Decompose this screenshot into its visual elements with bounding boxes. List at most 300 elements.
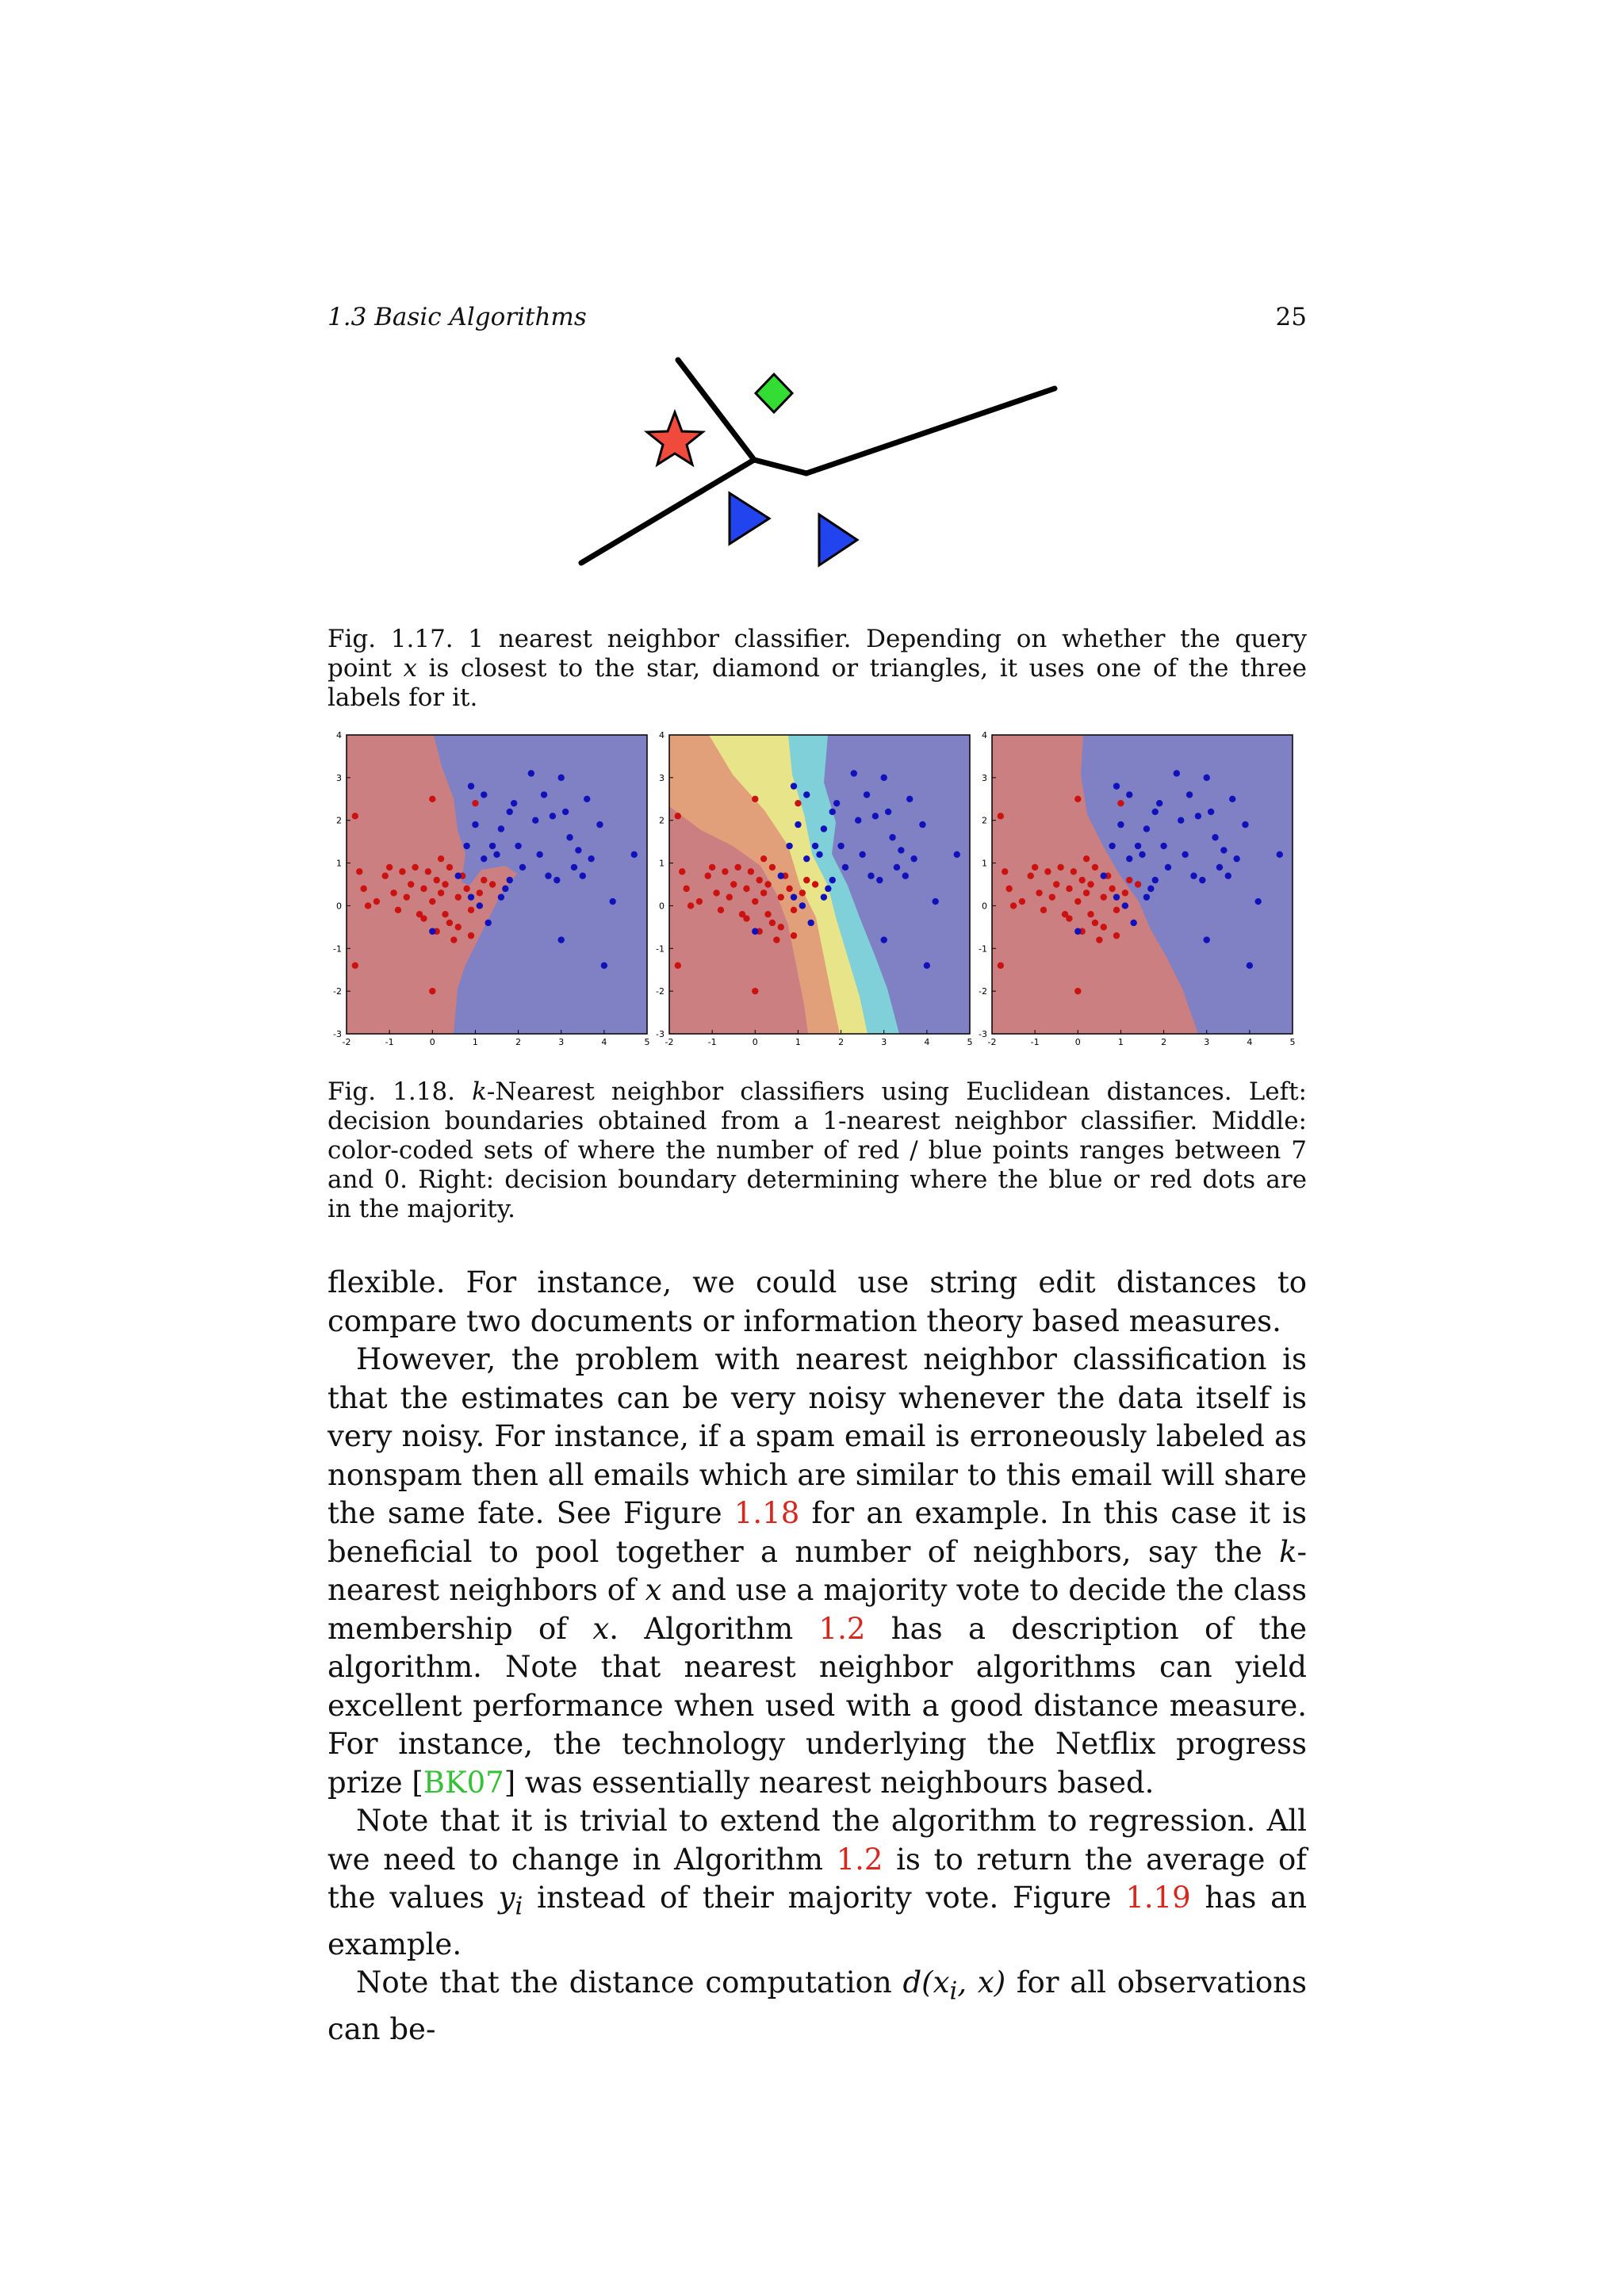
- blue-point: [791, 894, 797, 900]
- panel-left: [333, 730, 649, 1047]
- red-point: [442, 911, 448, 917]
- red-point: [365, 902, 371, 909]
- red-point: [1010, 902, 1017, 909]
- y-tick-label: 2: [336, 815, 342, 826]
- red-point: [395, 907, 401, 913]
- math-distance: d(x: [902, 1965, 950, 2000]
- blue-point: [803, 791, 810, 798]
- blue-point: [580, 873, 586, 879]
- red-point: [463, 886, 469, 892]
- math-subscript-i: i: [515, 1892, 523, 1921]
- blue-point: [1147, 886, 1154, 892]
- body-text: [327, 1264, 1307, 2049]
- boundary-line-lower-left: [581, 460, 754, 563]
- blue-point: [1074, 928, 1081, 935]
- blue-point: [837, 843, 844, 849]
- blue-point: [919, 821, 925, 828]
- x-tick-label: 3: [1204, 1037, 1210, 1047]
- red-point: [791, 907, 797, 913]
- blue-point: [1117, 821, 1124, 828]
- algorithm-ref-link[interactable]: 1.2: [836, 1842, 883, 1877]
- blue-point: [588, 855, 594, 862]
- red-point: [730, 881, 737, 887]
- blue-point: [816, 851, 822, 858]
- red-point: [472, 800, 478, 806]
- blue-point: [1233, 855, 1239, 862]
- x-tick-label: 1: [795, 1037, 801, 1047]
- blue-point: [778, 873, 784, 879]
- paragraph-text: instead of their majority vote. Figure: [523, 1881, 1126, 1915]
- x-tick-label: 1: [1117, 1037, 1124, 1047]
- red-point: [399, 868, 405, 874]
- red-point: [778, 924, 784, 930]
- red-point: [752, 988, 758, 994]
- red-point: [1005, 886, 1012, 892]
- paragraph-2: [327, 1341, 1307, 1802]
- red-point: [356, 868, 362, 874]
- red-point: [1096, 936, 1102, 943]
- red-point: [481, 877, 487, 883]
- red-point: [360, 886, 366, 892]
- red-point: [786, 886, 792, 892]
- blue-point: [455, 873, 462, 879]
- y-tick-label: 2: [659, 815, 665, 826]
- x-tick-label: 4: [601, 1037, 607, 1047]
- caption-text: is closest to the star, diamond or triangles, it uses one of the three labels for it.: [327, 654, 1307, 712]
- red-point: [799, 890, 806, 896]
- paragraph-text: -nearest neighbors of: [327, 1534, 1307, 1607]
- blue-point: [507, 809, 513, 815]
- blue-point: [575, 847, 581, 853]
- y-tick-label: -2: [333, 986, 342, 997]
- blue-point: [821, 825, 827, 832]
- math-x: x: [592, 1611, 610, 1646]
- blue-point: [924, 962, 930, 969]
- blue-point: [1152, 877, 1159, 883]
- x-tick-label: 2: [838, 1037, 845, 1047]
- blue-point: [910, 855, 917, 862]
- blue-point: [1229, 796, 1235, 802]
- x-tick-label: 0: [752, 1037, 758, 1047]
- math-subscript-i: i: [949, 1976, 958, 2006]
- blue-point: [545, 873, 551, 879]
- blue-point: [553, 877, 560, 883]
- triangle-icon: [819, 515, 857, 565]
- blue-point: [1143, 825, 1150, 832]
- red-point: [1101, 894, 1107, 900]
- red-point: [352, 962, 358, 969]
- triangle-icon: [730, 493, 769, 544]
- y-tick-label: -1: [979, 943, 987, 955]
- paragraph-text: has an example.: [327, 1881, 1307, 1961]
- red-point: [1053, 881, 1059, 887]
- blue-point: [1204, 936, 1210, 943]
- panel-middle: [656, 730, 972, 1047]
- blue-point: [596, 821, 603, 828]
- blue-point: [1204, 775, 1210, 781]
- blue-point: [481, 855, 487, 862]
- red-point: [1126, 877, 1132, 883]
- x-tick-label: -1: [385, 1037, 394, 1047]
- red-point: [718, 907, 724, 913]
- blue-point: [1156, 800, 1162, 806]
- blue-point: [752, 928, 758, 935]
- blue-point: [821, 894, 827, 900]
- blue-point: [825, 886, 831, 892]
- blue-point: [481, 791, 487, 798]
- red-point: [382, 873, 389, 879]
- math-k: k: [472, 1077, 487, 1106]
- blue-point: [468, 783, 474, 789]
- red-point: [778, 894, 784, 900]
- paragraph-text: and use a majority vote to decide the class membership of: [327, 1573, 1307, 1646]
- red-point: [1066, 886, 1072, 892]
- paragraph-text: for all observations can be-: [327, 1965, 1307, 2047]
- blue-point: [532, 817, 538, 824]
- blue-point: [833, 800, 840, 806]
- red-point: [705, 873, 711, 879]
- red-point: [722, 868, 728, 874]
- blue-point: [881, 775, 887, 781]
- blue-point: [1254, 898, 1261, 905]
- blue-point: [584, 796, 590, 802]
- caption-fig-1-17: [327, 625, 1307, 713]
- red-point: [760, 855, 767, 862]
- red-point: [764, 911, 771, 917]
- red-point: [1083, 890, 1090, 896]
- y-tick-label: 1: [336, 858, 342, 869]
- red-point: [769, 864, 776, 871]
- blue-point: [1216, 864, 1223, 871]
- y-tick-label: 1: [659, 858, 665, 869]
- x-tick-label: -1: [707, 1037, 717, 1047]
- red-point: [675, 813, 681, 819]
- blue-point: [876, 877, 883, 883]
- blue-point: [566, 834, 573, 840]
- section-title: 1.3 Basic Algorithms: [327, 303, 587, 331]
- caption-fig-1-18: [327, 1077, 1307, 1224]
- blue-point: [1113, 783, 1120, 789]
- caption-text: -Nearest neighbor classifiers using Euclidean distances. Left: decision boundaries obtained from a 1-nearest neighbor classifier. Middle: color-coded sets of where the number of red / blue points ranges between 7 and 0. Right: decision boundary determining where the blue or red dots are in the majority.: [327, 1077, 1307, 1223]
- x-tick-label: 5: [644, 1037, 650, 1047]
- blue-point: [498, 825, 504, 832]
- red-point: [1071, 868, 1077, 874]
- red-point: [791, 932, 797, 939]
- blue-point: [1247, 962, 1253, 969]
- red-point: [1049, 894, 1055, 900]
- y-tick-label: 1: [982, 858, 987, 869]
- red-point: [748, 868, 754, 874]
- blue-point: [1135, 843, 1141, 849]
- math-x: x: [403, 654, 417, 683]
- paragraph-text: . Algorithm: [609, 1611, 819, 1646]
- red-point: [1087, 881, 1094, 887]
- red-point: [743, 915, 749, 921]
- red-point: [713, 890, 719, 896]
- boundary-line-middle: [754, 460, 806, 473]
- red-point: [1113, 932, 1120, 939]
- blue-point: [898, 847, 904, 853]
- red-point: [468, 932, 474, 939]
- red-point: [455, 894, 462, 900]
- x-tick-label: 5: [967, 1037, 973, 1047]
- algorithm-ref-link[interactable]: 1.2: [818, 1611, 866, 1646]
- paragraph-text: However, the problem with nearest neighbor classification is that the estimates can be very noisy whenever the data itself is very noisy. For instance, if a spam email is erroneously labeled as nonspam then all emails which are similar to this email will share the same fate. See Figure: [327, 1342, 1307, 1530]
- blue-point: [1277, 851, 1283, 858]
- blue-point: [1225, 873, 1231, 879]
- blue-point: [889, 834, 895, 840]
- y-tick-label: -1: [333, 943, 342, 955]
- blue-point: [1126, 791, 1132, 798]
- red-point: [420, 915, 427, 921]
- y-tick-label: 0: [659, 901, 665, 912]
- red-point: [429, 796, 435, 802]
- y-tick-label: 0: [982, 901, 987, 912]
- blue-point: [519, 864, 526, 871]
- blue-point: [872, 813, 879, 819]
- x-tick-label: 0: [429, 1037, 435, 1047]
- red-point: [446, 864, 453, 871]
- paragraph-1: [327, 1264, 1307, 1341]
- paragraph-text: ] was essentially nearest neighbours based.: [504, 1765, 1155, 1800]
- x-tick-label: -2: [665, 1037, 674, 1047]
- blue-point: [558, 775, 565, 781]
- blue-point: [885, 809, 891, 815]
- math-y: y: [498, 1881, 515, 1915]
- red-point: [386, 864, 393, 871]
- star-icon: [647, 412, 703, 465]
- red-point: [696, 898, 703, 905]
- diamond-icon: [756, 374, 792, 412]
- red-point: [675, 962, 681, 969]
- blue-point: [1178, 817, 1184, 824]
- blue-point: [468, 894, 474, 900]
- blue-point: [932, 898, 938, 905]
- red-point: [429, 988, 435, 994]
- x-tick-label: 0: [1074, 1037, 1081, 1047]
- blue-point: [502, 886, 508, 892]
- red-point: [429, 898, 435, 905]
- blue-point: [631, 851, 638, 858]
- panel-right: [979, 730, 1295, 1047]
- red-point: [1101, 924, 1107, 930]
- blue-point: [609, 898, 615, 905]
- citation-link[interactable]: BK07: [423, 1765, 504, 1800]
- figure-1-18: [327, 725, 1307, 1050]
- blue-point: [463, 843, 469, 849]
- paragraph-text: Note that the distance computation: [356, 1965, 903, 2000]
- blue-point: [855, 817, 861, 824]
- blue-point: [795, 821, 801, 828]
- blue-point: [851, 770, 857, 776]
- paragraph-text: Note that it is trivial to extend the algorithm to regression. All we need to change in Algorithm: [327, 1804, 1307, 1877]
- red-point: [408, 881, 414, 887]
- x-tick-label: 3: [881, 1037, 887, 1047]
- paragraph-text: flexible. For instance, we could use string edit distances to compare two documents or information theory based measures.: [327, 1265, 1307, 1338]
- red-point: [1028, 873, 1034, 879]
- red-point: [425, 868, 431, 874]
- red-point: [1083, 855, 1090, 862]
- blue-point: [550, 813, 556, 819]
- red-point: [1044, 868, 1051, 874]
- red-point: [420, 886, 427, 892]
- red-point: [1079, 877, 1086, 883]
- blue-point: [1199, 877, 1205, 883]
- red-point: [1036, 890, 1042, 896]
- blue-point: [803, 855, 810, 862]
- blue-point: [528, 770, 534, 776]
- paragraph-text: has a description of the algorithm. Note that nearest neighbor algorithms can yield excellent performance when used with a good distance measure. For instance, the technology underlying the Netflix progress prize [: [327, 1611, 1307, 1800]
- blue-point: [812, 843, 818, 849]
- blue-point: [1165, 864, 1171, 871]
- red-point: [1019, 898, 1025, 905]
- blue-point: [1160, 843, 1166, 849]
- math-x: x: [645, 1573, 662, 1607]
- red-point: [352, 813, 358, 819]
- blue-point: [507, 877, 513, 883]
- y-tick-label: -2: [656, 986, 665, 997]
- x-tick-label: 3: [558, 1037, 565, 1047]
- x-tick-label: 1: [472, 1037, 478, 1047]
- red-point: [1122, 890, 1128, 896]
- blue-point: [894, 864, 900, 871]
- blue-point: [515, 843, 521, 849]
- blue-point: [1190, 873, 1197, 879]
- red-point: [1087, 911, 1094, 917]
- blue-point: [807, 920, 814, 926]
- red-point: [455, 924, 462, 930]
- red-point: [404, 894, 410, 900]
- blue-point: [859, 851, 865, 858]
- y-tick-label: -1: [656, 943, 665, 955]
- red-point: [1032, 864, 1038, 871]
- x-tick-label: 5: [1289, 1037, 1296, 1047]
- x-tick-label: -2: [987, 1037, 997, 1047]
- red-point: [756, 877, 763, 883]
- y-tick-label: 4: [982, 730, 987, 740]
- figure-1-17: [555, 349, 1078, 579]
- red-point: [1109, 886, 1115, 892]
- red-point: [769, 920, 776, 926]
- red-point: [477, 890, 483, 896]
- blue-point: [1130, 920, 1136, 926]
- blue-point: [1212, 834, 1218, 840]
- blue-point: [1139, 851, 1145, 858]
- blue-point: [1143, 894, 1150, 900]
- red-point: [442, 881, 448, 887]
- blue-point: [429, 928, 435, 935]
- paragraph-3: [327, 1802, 1307, 1964]
- blue-point: [472, 821, 478, 828]
- blue-point: [493, 851, 500, 858]
- red-point: [998, 813, 1004, 819]
- red-point: [489, 881, 496, 887]
- paragraph-text: for an example. In this case it is beneficial to pool together a number of neighbors, say the: [327, 1496, 1308, 1569]
- red-point: [1057, 864, 1063, 871]
- red-point: [1092, 920, 1098, 926]
- red-point: [446, 920, 453, 926]
- paragraph-text: is to return the average of the values: [327, 1842, 1307, 1915]
- red-point: [998, 962, 1004, 969]
- figure-ref-link[interactable]: 1.19: [1125, 1881, 1191, 1915]
- red-point: [683, 886, 689, 892]
- y-tick-label: 0: [336, 901, 342, 912]
- red-point: [752, 898, 758, 905]
- running-head: [327, 303, 1307, 335]
- x-tick-label: 2: [1161, 1037, 1167, 1047]
- blue-point: [601, 962, 607, 969]
- blue-point: [485, 920, 491, 926]
- blue-point: [868, 873, 874, 879]
- blue-point: [511, 800, 517, 806]
- red-point: [752, 796, 758, 802]
- red-point: [438, 855, 444, 862]
- caption-text: 1 nearest neighbor classifier. Depending on whether the query point: [327, 625, 1307, 683]
- red-point: [434, 877, 440, 883]
- blue-point: [1174, 770, 1180, 776]
- red-point: [412, 864, 418, 871]
- red-point: [1117, 800, 1124, 806]
- blue-point: [489, 843, 496, 849]
- blue-point: [1122, 902, 1128, 909]
- figure-ref-link[interactable]: 1.18: [733, 1496, 800, 1530]
- caption-label: Fig. 1.17.: [327, 625, 454, 653]
- x-tick-label: -1: [1030, 1037, 1040, 1047]
- blue-point: [1182, 851, 1188, 858]
- y-tick-label: -3: [979, 1029, 987, 1039]
- boundary-line-upper-left: [678, 360, 754, 460]
- red-point: [726, 894, 733, 900]
- blue-point: [829, 877, 836, 883]
- red-point: [773, 936, 779, 943]
- red-point: [1002, 868, 1008, 874]
- math-k: k: [1279, 1534, 1297, 1569]
- blue-point: [541, 791, 547, 798]
- x-tick-label: -2: [342, 1037, 351, 1047]
- blue-point: [799, 902, 806, 909]
- red-point: [734, 864, 741, 871]
- red-point: [812, 881, 818, 887]
- red-point: [1066, 915, 1072, 921]
- red-point: [688, 902, 694, 909]
- blue-point: [477, 902, 483, 909]
- red-point: [1074, 898, 1081, 905]
- blue-point: [536, 851, 542, 858]
- y-tick-label: -2: [979, 986, 987, 997]
- blue-point: [558, 936, 565, 943]
- blue-point: [1220, 847, 1227, 853]
- red-point: [709, 864, 715, 871]
- red-point: [1092, 864, 1098, 871]
- x-tick-label: 4: [924, 1037, 930, 1047]
- x-tick-label: 2: [515, 1037, 522, 1047]
- y-tick-label: -3: [656, 1029, 665, 1039]
- caption-label: Fig. 1.18.: [327, 1077, 456, 1106]
- math-distance: , x): [957, 1965, 1006, 2000]
- blue-point: [881, 936, 887, 943]
- y-tick-label: 3: [982, 772, 987, 783]
- red-point: [390, 890, 396, 896]
- red-point: [803, 877, 810, 883]
- blue-point: [786, 843, 792, 849]
- red-point: [1074, 796, 1081, 802]
- y-tick-label: 2: [982, 815, 987, 826]
- blue-point: [829, 809, 836, 815]
- blue-point: [1113, 894, 1120, 900]
- blue-point: [1126, 855, 1132, 862]
- blue-point: [864, 791, 870, 798]
- red-point: [760, 890, 767, 896]
